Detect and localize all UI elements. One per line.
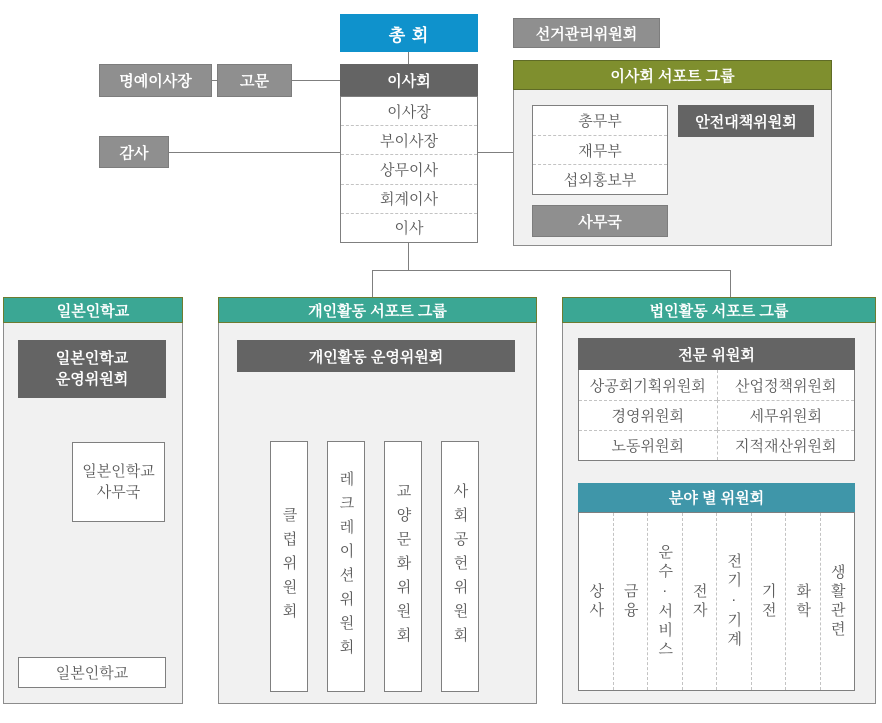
advisor-box: 고문 <box>217 64 292 97</box>
sector-column <box>682 513 717 690</box>
culture-committee-box <box>384 441 422 692</box>
connector-auditor-board <box>169 152 340 153</box>
personal-activity-title: 개인활동 서포트 그룹 <box>218 297 537 323</box>
school-box: 일본인학교 <box>18 657 166 688</box>
sector-label: 전기·기계 <box>725 553 743 650</box>
board-role: 부이사장 <box>341 125 477 154</box>
connector-advisor-board <box>292 80 340 81</box>
expert-committee-header: 전문 위원회 <box>578 338 855 370</box>
honorary-chairman-box: 명예이사장 <box>99 64 212 97</box>
sector-column <box>785 513 820 690</box>
connector-assembly-board <box>408 52 409 64</box>
general-assembly-box: 총 회 <box>340 14 478 52</box>
board-role: 이사장 <box>387 103 431 121</box>
school-steering-line1: 일본인학교 <box>55 350 129 367</box>
committee-label: 클럽위원회 <box>280 506 298 627</box>
committee-label: 교양문화위원회 <box>394 482 412 651</box>
sector-column <box>613 513 648 690</box>
personal-steering-committee-box: 개인활동 운영위원회 <box>237 340 515 372</box>
school-office-line1: 일본인학교 <box>82 463 155 480</box>
board-role: 상무이사 <box>341 154 477 183</box>
connector-branch-personal <box>372 270 373 297</box>
sector-column <box>647 513 682 690</box>
social-committee-box <box>441 441 479 692</box>
department: 재무부 <box>533 135 667 165</box>
connector-board-support <box>478 152 513 153</box>
school-steering-line2: 운영위원회 <box>55 371 129 388</box>
committee-label: 사회공헌위원회 <box>451 482 469 651</box>
corporate-activity-title: 법인활동 서포트 그룹 <box>562 297 876 323</box>
personal-activity-body <box>218 323 537 704</box>
board-box: 이사회 <box>340 64 478 96</box>
sector-label: 상사 <box>587 582 605 621</box>
expert-committee-item: 산업정책위원회 <box>717 370 855 400</box>
club-committee-box <box>270 441 308 692</box>
sector-label: 생활관련 <box>828 563 846 640</box>
secretariat-box: 사무국 <box>532 205 668 237</box>
expert-committee-grid <box>578 370 855 461</box>
expert-committee-item: 상공회기획위원회 <box>589 377 706 395</box>
expert-committee-item: 경영위원회 <box>579 400 717 430</box>
board-role: 회계이사 <box>341 184 477 213</box>
auditor-box: 감사 <box>99 136 169 168</box>
expert-committee-item: 지적재산위원회 <box>717 430 855 460</box>
sector-column <box>820 513 855 690</box>
sector-committee-header: 분야 별 위원회 <box>578 483 855 512</box>
sector-label: 금융 <box>621 582 639 621</box>
sector-label: 화학 <box>794 582 812 621</box>
sector-committee-list <box>578 512 855 691</box>
expert-committee-item: 노동위원회 <box>579 430 717 460</box>
departments-list <box>532 105 668 195</box>
recreation-committee-box <box>327 441 365 692</box>
connector-branch-horizontal <box>372 270 731 271</box>
department: 섭외홍보부 <box>533 164 667 194</box>
connector-branch-corporate <box>730 270 731 297</box>
school-office-box <box>72 442 165 522</box>
sector-column <box>716 513 751 690</box>
board-role: 이사 <box>341 213 477 242</box>
school-steering-committee-box <box>18 340 166 398</box>
sector-label: 전자 <box>690 582 708 621</box>
sector-label: 운수·서비스 <box>656 543 674 660</box>
sector-label: 기전 <box>759 582 777 621</box>
school-office-line2: 사무국 <box>96 484 141 501</box>
sector-column <box>579 513 613 690</box>
election-committee-box: 선거관리위원회 <box>513 18 660 48</box>
safety-committee-box: 안전대책위원회 <box>678 105 814 137</box>
connector-board-down <box>408 243 409 271</box>
committee-label: 레크레이션위원회 <box>337 470 355 663</box>
department: 총무부 <box>578 112 622 130</box>
expert-committee-item: 세무위원회 <box>717 400 855 430</box>
board-support-title: 이사회 서포트 그룹 <box>513 60 832 90</box>
sector-column <box>751 513 786 690</box>
japanese-school-title: 일본인학교 <box>3 297 183 323</box>
board-roles-list <box>340 96 478 243</box>
